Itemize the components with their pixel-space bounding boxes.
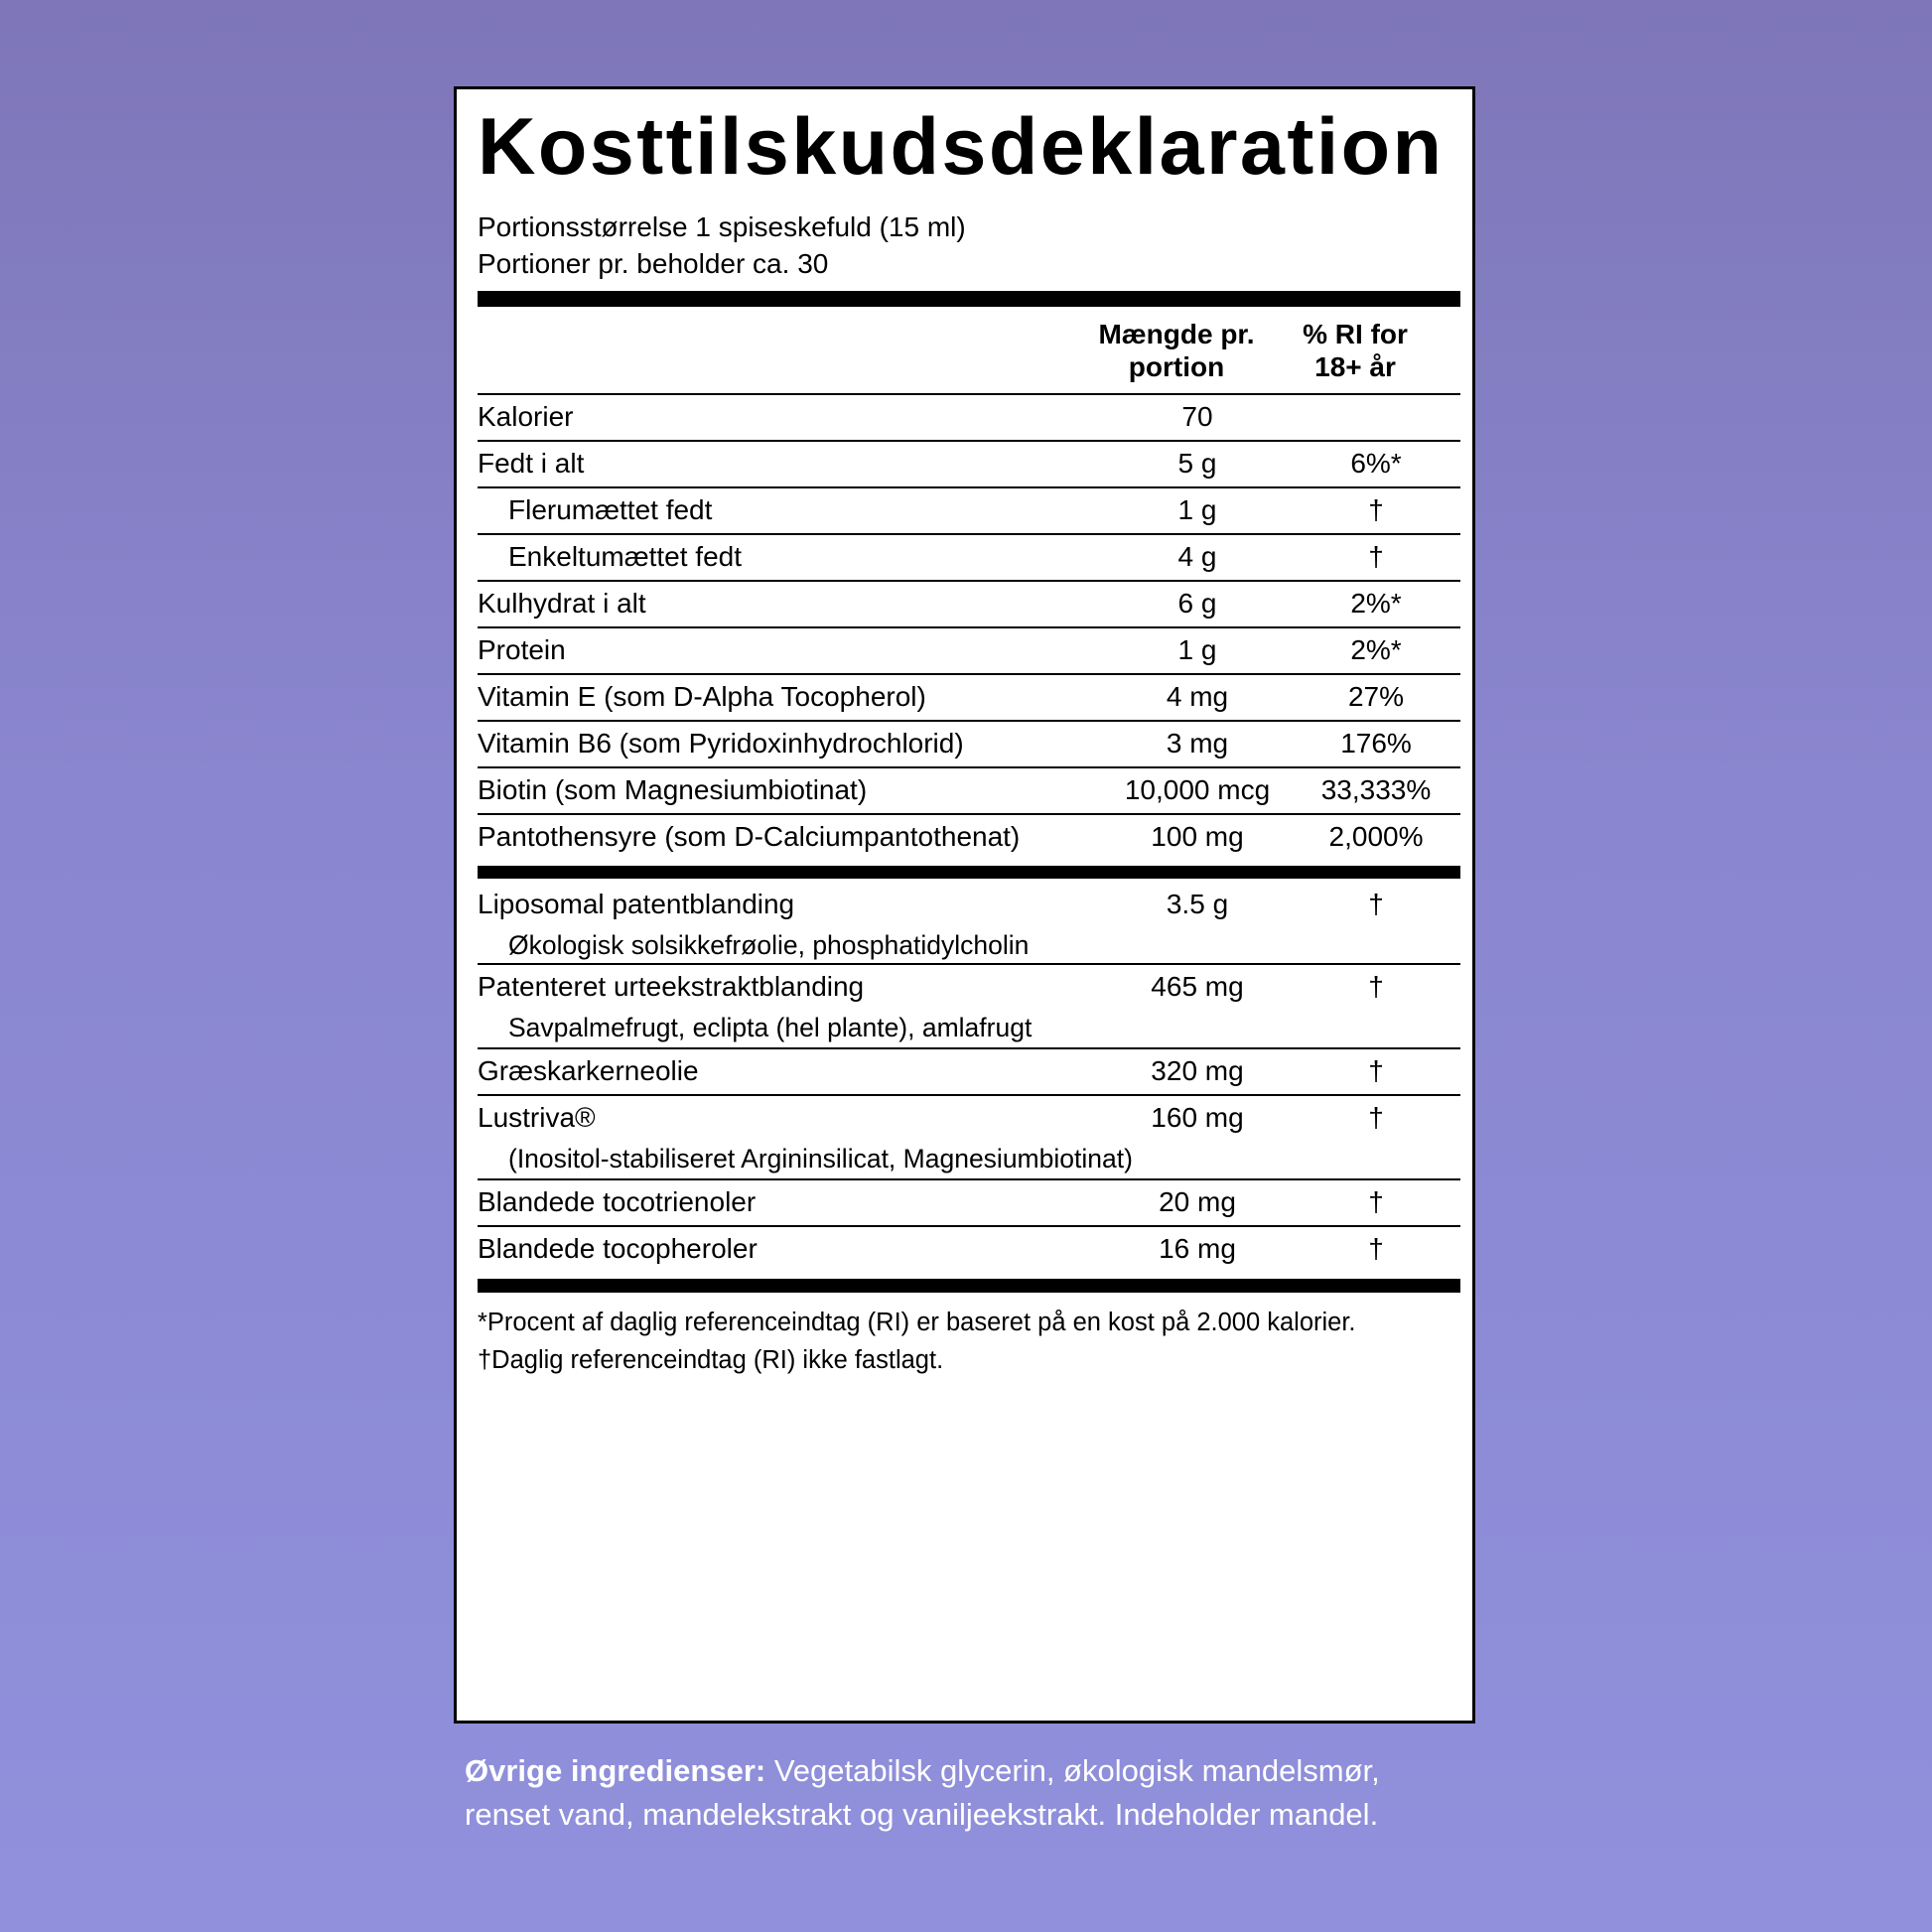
footnote-ri: *Procent af daglig referenceindtag (RI) er baseret på en kost på 2.000 kalorier.: [478, 1309, 1356, 1336]
nutrient-amount: 5 g: [1177, 448, 1217, 479]
blend-ri: †: [1368, 971, 1384, 1002]
table-row: [478, 879, 1460, 963]
nutrient-amount: 1 g: [1177, 634, 1217, 665]
blend-amount: 3.5 g: [1166, 889, 1229, 919]
blend-amount: 160 mg: [1151, 1102, 1244, 1133]
table-row: [478, 1094, 1460, 1178]
blend-ri: †: [1368, 1233, 1384, 1264]
blend-amount: 465 mg: [1151, 971, 1244, 1002]
nutrient-amount: 70: [1181, 401, 1213, 432]
column-header-ri: % RI for 18+ år: [1303, 319, 1408, 382]
thick-divider-top: [478, 291, 1460, 307]
table-row: [478, 1178, 1460, 1225]
blend-ingredients: Savpalmefrugt, eclipta (hel plante), amlafrugt: [508, 1013, 1033, 1042]
nutrient-ri: †: [1368, 541, 1384, 572]
table-row: [478, 766, 1460, 813]
blend-ingredients: Økologisk solsikkefrøolie, phosphatidylcholin: [508, 930, 1030, 960]
nutrient-name: Vitamin E (som D-Alpha Tocopherol): [478, 681, 926, 712]
serving-info: [478, 208, 966, 282]
other-ingredients-text: Vegetabilsk glycerin, økologisk mandelsmør, renset vand, mandelekstrakt og vaniljeekstrakt. Indeholder mandel.: [465, 1753, 1380, 1832]
nutrient-name: Biotin (som Magnesiumbiotinat): [478, 774, 868, 805]
supplement-facts-label: [454, 86, 1475, 1724]
blend-name: Græskarkerneolie: [478, 1055, 699, 1086]
nutrient-ri: 6%*: [1350, 448, 1402, 479]
nutrient-ri: 27%: [1347, 681, 1405, 712]
nutrient-name: Fedt i alt: [478, 448, 585, 479]
label-title: Kosttilskudsdeklaration: [478, 102, 1445, 192]
blend-ri: †: [1368, 1186, 1384, 1217]
nutrient-amount: 4 g: [1177, 541, 1217, 572]
blend-name: Blandede tocotrienoler: [478, 1186, 757, 1217]
thick-divider-bottom: [478, 1279, 1460, 1293]
nutrient-ri: 2,000%: [1328, 821, 1424, 852]
blend-name: Blandede tocopheroler: [478, 1233, 758, 1264]
table-row: [478, 1225, 1460, 1270]
blend-name: Lustriva®: [478, 1102, 596, 1133]
table-row: [478, 813, 1460, 857]
blend-ri: †: [1368, 889, 1384, 919]
blend-ri: †: [1368, 1102, 1384, 1133]
nutrient-ri: †: [1368, 494, 1384, 525]
nutrient-amount: 100 mg: [1151, 821, 1244, 852]
table-row: [478, 440, 1460, 486]
thick-divider-middle: [478, 866, 1460, 879]
nutrient-name: Vitamin B6 (som Pyridoxinhydrochlorid): [478, 728, 964, 759]
table-row: [478, 626, 1460, 673]
nutrient-amount: 6 g: [1177, 588, 1217, 619]
nutrient-name: Enkeltumættet fedt: [508, 541, 743, 572]
blend-ingredients: (Inositol-stabiliseret Argininsilicat, Magnesiumbiotinat): [508, 1144, 1133, 1173]
blend-amount: 16 mg: [1159, 1233, 1236, 1264]
serving-size: Portionsstørrelse 1 spiseskefuld (15 ml): [478, 211, 966, 242]
table-row: [478, 533, 1460, 580]
nutrient-amount: 1 g: [1177, 494, 1217, 525]
footnotes: [478, 1304, 1356, 1379]
table-row: [478, 963, 1460, 1047]
nutrient-amount: 10,000 mcg: [1124, 774, 1271, 805]
nutrient-name: Kalorier: [478, 401, 574, 432]
nutrient-name: Protein: [478, 634, 566, 665]
nutrient-ri: 33,333%: [1320, 774, 1432, 805]
table-row: [478, 1047, 1460, 1094]
table-row: [478, 486, 1460, 533]
blend-name: Patenteret urteekstraktblanding: [478, 971, 865, 1002]
blend-amount: 20 mg: [1159, 1186, 1236, 1217]
table-row: [478, 720, 1460, 766]
footnote-dagger: †Daglig referenceindtag (RI) ikke fastlagt.: [478, 1346, 944, 1374]
nutrient-ri: 176%: [1340, 728, 1412, 759]
blend-name: Liposomal patentblanding: [478, 889, 795, 919]
nutrient-name: Flerumættet fedt: [508, 494, 713, 525]
nutrient-amount: 4 mg: [1166, 681, 1229, 712]
nutrient-ri: 2%*: [1350, 588, 1402, 619]
nutrient-amount: 3 mg: [1166, 728, 1229, 759]
other-ingredients-heading: Øvrige ingredienser:: [465, 1753, 766, 1788]
nutrient-name: Pantothensyre (som D-Calciumpantothenat): [478, 821, 1021, 852]
table-row: [478, 673, 1460, 720]
blend-amount: 320 mg: [1151, 1055, 1244, 1086]
nutrient-ri: 2%*: [1350, 634, 1402, 665]
column-header-amount: Mængde pr. portion: [1098, 319, 1255, 382]
nutrient-name: Kulhydrat i alt: [478, 588, 646, 619]
table-row: [478, 580, 1460, 626]
servings-per-container: Portioner pr. beholder ca. 30: [478, 248, 829, 279]
blend-ri: †: [1368, 1055, 1384, 1086]
table-row: [478, 393, 1460, 440]
other-ingredients: [465, 1749, 1467, 1837]
